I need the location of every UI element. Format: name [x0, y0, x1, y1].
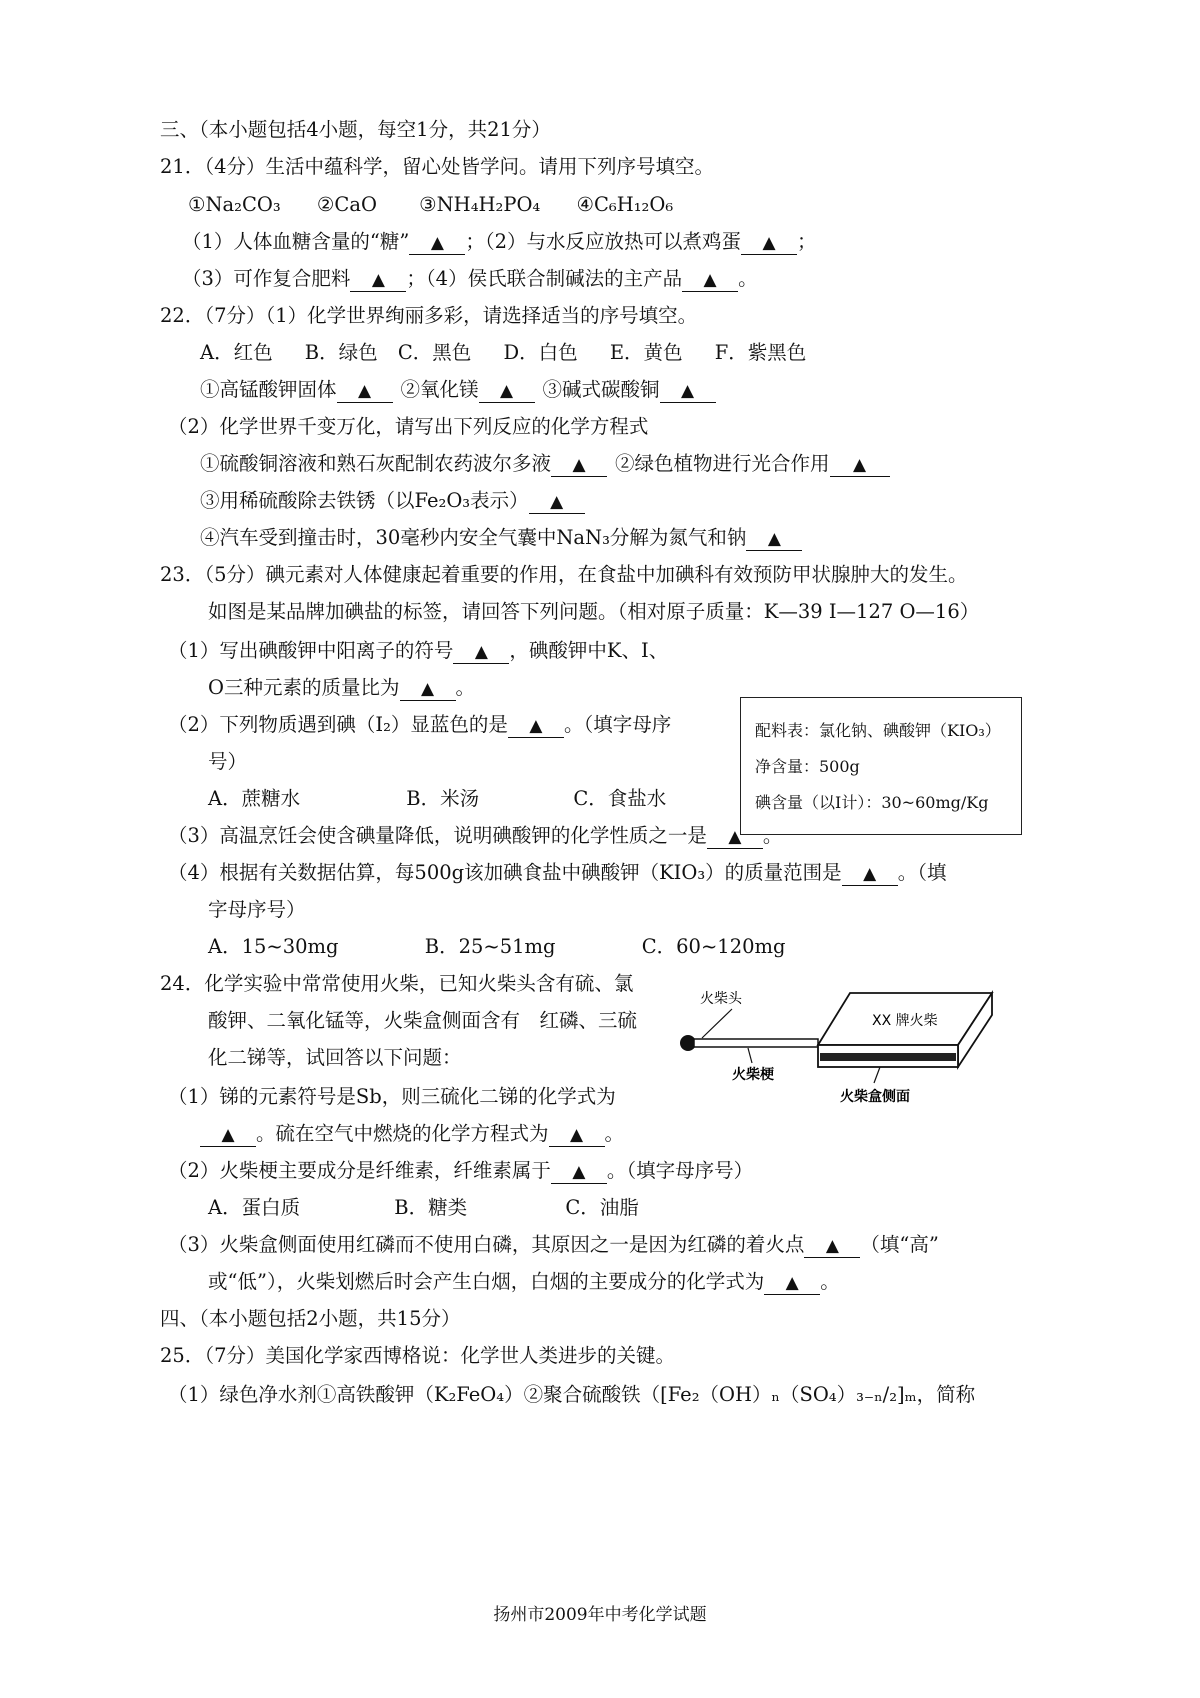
answer-blank[interactable] — [549, 1123, 605, 1147]
q23-p4-option-b: B．25~51mg — [424, 935, 556, 958]
q25-stem: 25．（7分）美国化学家西博格说：化学世人类进步的关键。 — [160, 1344, 675, 1367]
blank-triangle-icon: ▲ — [852, 455, 867, 475]
q22-color-b: B．绿色 — [304, 341, 378, 364]
q23-part-1c: O三种元素的质量比为 — [208, 676, 400, 699]
label-iodine-content: 碘含量（以I计）：30~60mg/Kg — [755, 793, 989, 812]
q22-color-f: F．紫黑色 — [714, 341, 807, 364]
q23-p2-line-2: 号） — [208, 750, 248, 773]
q21-part-3: （3）可作复合肥料 — [182, 267, 351, 290]
q23-part-2b: 。（填字母序 — [563, 713, 672, 736]
answer-blank[interactable] — [400, 677, 456, 701]
matchbox-drawing — [818, 993, 992, 1105]
answer-blank[interactable] — [529, 490, 585, 514]
blank-triangle-icon: ▲ — [572, 455, 586, 475]
q23-option-c: C．食盐水 — [573, 787, 667, 810]
blank-triangle-icon: ▲ — [529, 716, 543, 736]
q21-options — [188, 192, 673, 218]
q23-option-b: B．米汤 — [406, 787, 480, 810]
q24-part-3a: （3）火柴盒侧面使用红磷而不使用白磷，其原因之一是因为红磷的着火点 — [168, 1233, 805, 1256]
q23-p2-line-1 — [168, 712, 671, 738]
q22-color-e: E．黄色 — [609, 341, 683, 364]
page-footer: 扬州市2009年中考化学试题 — [493, 1605, 707, 1625]
match-stick-pointer — [748, 1048, 752, 1063]
q24-part-2b: 。（填字母序号） — [606, 1159, 754, 1182]
q21-option-4: ④C₆H₁₂O₆ — [576, 193, 674, 216]
q22-reaction-1: ①硫酸铜溶液和熟石灰配制农药波尔多液 — [200, 452, 552, 475]
blank-triangle-icon: ▲ — [863, 864, 877, 884]
q22-stem: 22．（7分）（1）化学世界绚丽多彩，请选择适当的序号填空。 — [160, 304, 698, 327]
q22-reactions-2 — [200, 488, 585, 514]
q24-part-3c: 或“低”），火柴划燃后时会产生白烟，白烟的主要成分的化学式为 — [208, 1270, 765, 1293]
q24-p3-line-2: 或“低”），火柴划燃后时会产生白烟，白烟的主要成分的化学式为 ▲ 。 — [208, 1270, 840, 1293]
answer-blank[interactable] — [804, 1234, 860, 1258]
match-head-label: 火柴头 — [700, 991, 742, 1007]
q21-option-1: ①Na₂CO₃ — [188, 193, 281, 216]
answer-blank[interactable] — [200, 1123, 256, 1147]
answer-blank[interactable] — [350, 268, 406, 292]
q22-reaction-3: ③用稀硫酸除去铁锈（以Fe₂O₃表示） — [200, 489, 529, 512]
blank-triangle-icon: ▲ — [371, 270, 385, 290]
match-stick-drawing — [680, 990, 818, 1083]
q23-p4-line-2: 字母序号） — [208, 898, 306, 921]
q23-option-a: A．蔗糖水 — [208, 787, 301, 810]
match-stick-label: 火柴梗 — [732, 1067, 774, 1083]
q24-stem-1: 24．化学实验中常常使用火柴，已知火柴头含有硫、氯 — [160, 972, 634, 995]
blank-triangle-icon: ▲ — [474, 642, 488, 662]
matchbox-brand-label: XX 牌火柴 — [872, 1013, 938, 1029]
q22-items — [200, 377, 716, 403]
q24-part-1b: 。硫在空气中燃烧的化学方程式为 — [256, 1122, 549, 1145]
q23-p3: （3）高温烹饪会使含碘量降低，说明碘酸钾的化学性质之一是 ▲ 。 — [168, 824, 783, 847]
q23-stem-1: 23．（5分）碘元素对人体健康起着重要的作用，在食盐中加碘科有效预防甲状腺肿大的发生。 — [160, 563, 968, 586]
q22-item-2: ②氧化镁 — [400, 378, 479, 401]
match-figure — [670, 975, 1010, 1110]
answer-blank[interactable] — [479, 379, 535, 403]
q22-colors — [200, 340, 806, 366]
q24-p2 — [168, 1158, 753, 1184]
q24-option-a: A．蛋白质 — [208, 1196, 301, 1219]
blank-triangle-icon: ▲ — [420, 679, 435, 699]
matchbox-side-pointer — [874, 1067, 880, 1083]
q23-p4-options — [208, 934, 785, 960]
q23-part-2a: （2）下列物质遇到碘（I₂）显蓝色的是 — [168, 713, 508, 736]
q23-p4-option-a: A．15~30mg — [208, 935, 339, 958]
q22-item-3: ③碱式碳酸铜 — [542, 378, 660, 401]
blank-triangle-icon: ▲ — [728, 827, 742, 847]
q24-p1-line-1: （1）锑的元素符号是Sb，则三硫化二锑的化学式为 — [168, 1085, 616, 1108]
q21-stem: 21．（4分）生活中蕴科学，留心处皆学问。请用下列序号填空。 — [160, 155, 714, 178]
q21-part-4: ；（4）侯氏联合制碱法的主产品 — [406, 267, 683, 290]
q24-p3-line-1 — [168, 1232, 939, 1258]
q21-line-1: （1）人体血糖含量的“糖” ▲ ；（2）与水反应放热可以煮鸡蛋 ▲ ； — [182, 230, 817, 253]
section-4-header: 四、（本小题包括2小题，共15分） — [160, 1307, 461, 1330]
section-3-header: 三、（本小题包括4小题，每空1分，共21分） — [160, 118, 551, 141]
blank-triangle-icon: ▲ — [430, 233, 444, 253]
answer-blank[interactable] — [508, 714, 564, 738]
blank-triangle-icon: ▲ — [681, 381, 695, 401]
q23-part-1b: ，碘酸钾中K、I、 — [509, 639, 669, 662]
answer-blank[interactable] — [453, 640, 509, 664]
q22-reaction-2: ②绿色植物进行光合作用 — [615, 452, 830, 475]
matchbox-striker-strip — [820, 1053, 956, 1061]
blank-triangle-icon: ▲ — [569, 1125, 584, 1145]
q24-p2-options — [208, 1195, 639, 1221]
blank-triangle-icon: ▲ — [785, 1273, 799, 1293]
salt-label-box — [740, 697, 1022, 835]
answer-blank[interactable] — [660, 379, 716, 403]
q22-color-d: D．白色 — [503, 341, 578, 364]
q22-part-2: （2）化学世界千变万化，请写出下列反应的化学方程式 — [168, 415, 649, 438]
matchbox-side-label: 火柴盒侧面 — [840, 1089, 910, 1105]
q23-p2-options — [208, 786, 666, 812]
answer-blank[interactable] — [409, 231, 465, 255]
blank-triangle-icon: ▲ — [703, 270, 717, 290]
q24-option-b: B．糖类 — [394, 1196, 468, 1219]
blank-triangle-icon: ▲ — [550, 492, 564, 512]
blank-triangle-icon: ▲ — [221, 1125, 235, 1145]
blank-triangle-icon: ▲ — [825, 1236, 839, 1256]
answer-blank[interactable] — [830, 453, 890, 477]
q23-p1-line-1 — [168, 638, 668, 664]
q22-color-c: C．黑色 — [397, 341, 472, 364]
q24-p1-line-2: ▲ 。硫在空气中燃烧的化学方程式为 ▲ 。 — [200, 1121, 624, 1147]
blank-triangle-icon: ▲ — [357, 381, 372, 401]
q23-part-4b: 。（填 — [897, 861, 947, 884]
answer-blank[interactable] — [707, 825, 763, 849]
q22-reactions-3 — [200, 525, 802, 551]
blank-triangle-icon: ▲ — [762, 233, 776, 253]
label-net-content: 净含量：500g — [755, 757, 860, 776]
q25-part-1: （1）绿色净水剂①高铁酸钾（K₂FeO₄）②聚合硫酸铁（[Fe₂（OH）ₙ（SO₄）₃₋ₙ/₂]ₘ，简称 — [168, 1383, 976, 1406]
blank-triangle-icon: ▲ — [767, 529, 781, 549]
blank-triangle-icon: ▲ — [499, 381, 514, 401]
q24-stem-3: 化二锑等，试回答以下问题： — [208, 1046, 462, 1069]
q23-part-4a: （4）根据有关数据估算，每500g该加碘食盐中碘酸钾（KIO₃）的质量范围是 — [168, 861, 842, 884]
q22-reaction-4: ④汽车受到撞击时，30毫秒内安全气囊中NaN₃分解为氮气和钠 — [200, 526, 747, 549]
q22-item-1: ①高锰酸钾固体 — [200, 378, 337, 401]
q21-option-3: ③NH₄H₂PO₄ — [419, 193, 541, 216]
answer-blank[interactable] — [682, 268, 738, 292]
q21-part-2: ；（2）与水反应放热可以煮鸡蛋 — [465, 230, 742, 253]
q23-stem-2: 如图是某品牌加碘盐的标签，请回答下列问题。（相对原子质量：K—39 I—127 O—16） — [208, 600, 980, 623]
label-ingredients: 配料表：氯化钠、碘酸钾（KIO₃） — [755, 721, 1001, 740]
q21-option-2: ②CaO — [316, 193, 377, 216]
q23-part-1a: （1）写出碘酸钾中阳离子的符号 — [168, 639, 454, 662]
match-stick-shape — [694, 1039, 818, 1047]
answer-blank[interactable] — [337, 379, 393, 403]
q23-p4-option-c: C．60~120mg — [641, 935, 786, 958]
blank-triangle-icon: ▲ — [572, 1162, 586, 1182]
answer-blank[interactable] — [551, 453, 607, 477]
answer-blank[interactable] — [842, 862, 898, 886]
q23-p4-line-1 — [168, 860, 946, 886]
answer-blank[interactable] — [741, 231, 797, 255]
q23-part-3: （3）高温烹饪会使含碘量降低，说明碘酸钾的化学性质之一是 — [168, 824, 707, 847]
q21-line-2: （3）可作复合肥料 ▲ ；（4）侯氏联合制碱法的主产品 ▲ 。 — [182, 267, 758, 290]
answer-blank[interactable] — [551, 1160, 607, 1184]
q24-part-3b: （填“高” — [860, 1233, 939, 1256]
match-head-pointer — [702, 1009, 732, 1038]
q23-p1-line-2: O三种元素的质量比为 ▲ 。 — [208, 676, 476, 699]
q24-option-c: C．油脂 — [565, 1196, 639, 1219]
answer-blank[interactable] — [764, 1271, 820, 1295]
q21-part-1: （1）人体血糖含量的“糖” — [182, 230, 410, 253]
answer-blank[interactable] — [746, 527, 802, 551]
q24-part-2: （2）火柴梗主要成分是纤维素，纤维素属于 — [168, 1159, 551, 1182]
q22-reactions-1 — [200, 451, 890, 477]
q22-color-a: A．红色 — [200, 341, 273, 364]
q24-stem-2: 酸钾、二氧化锰等，火柴盒侧面含有 红磷、三硫 — [208, 1009, 638, 1032]
